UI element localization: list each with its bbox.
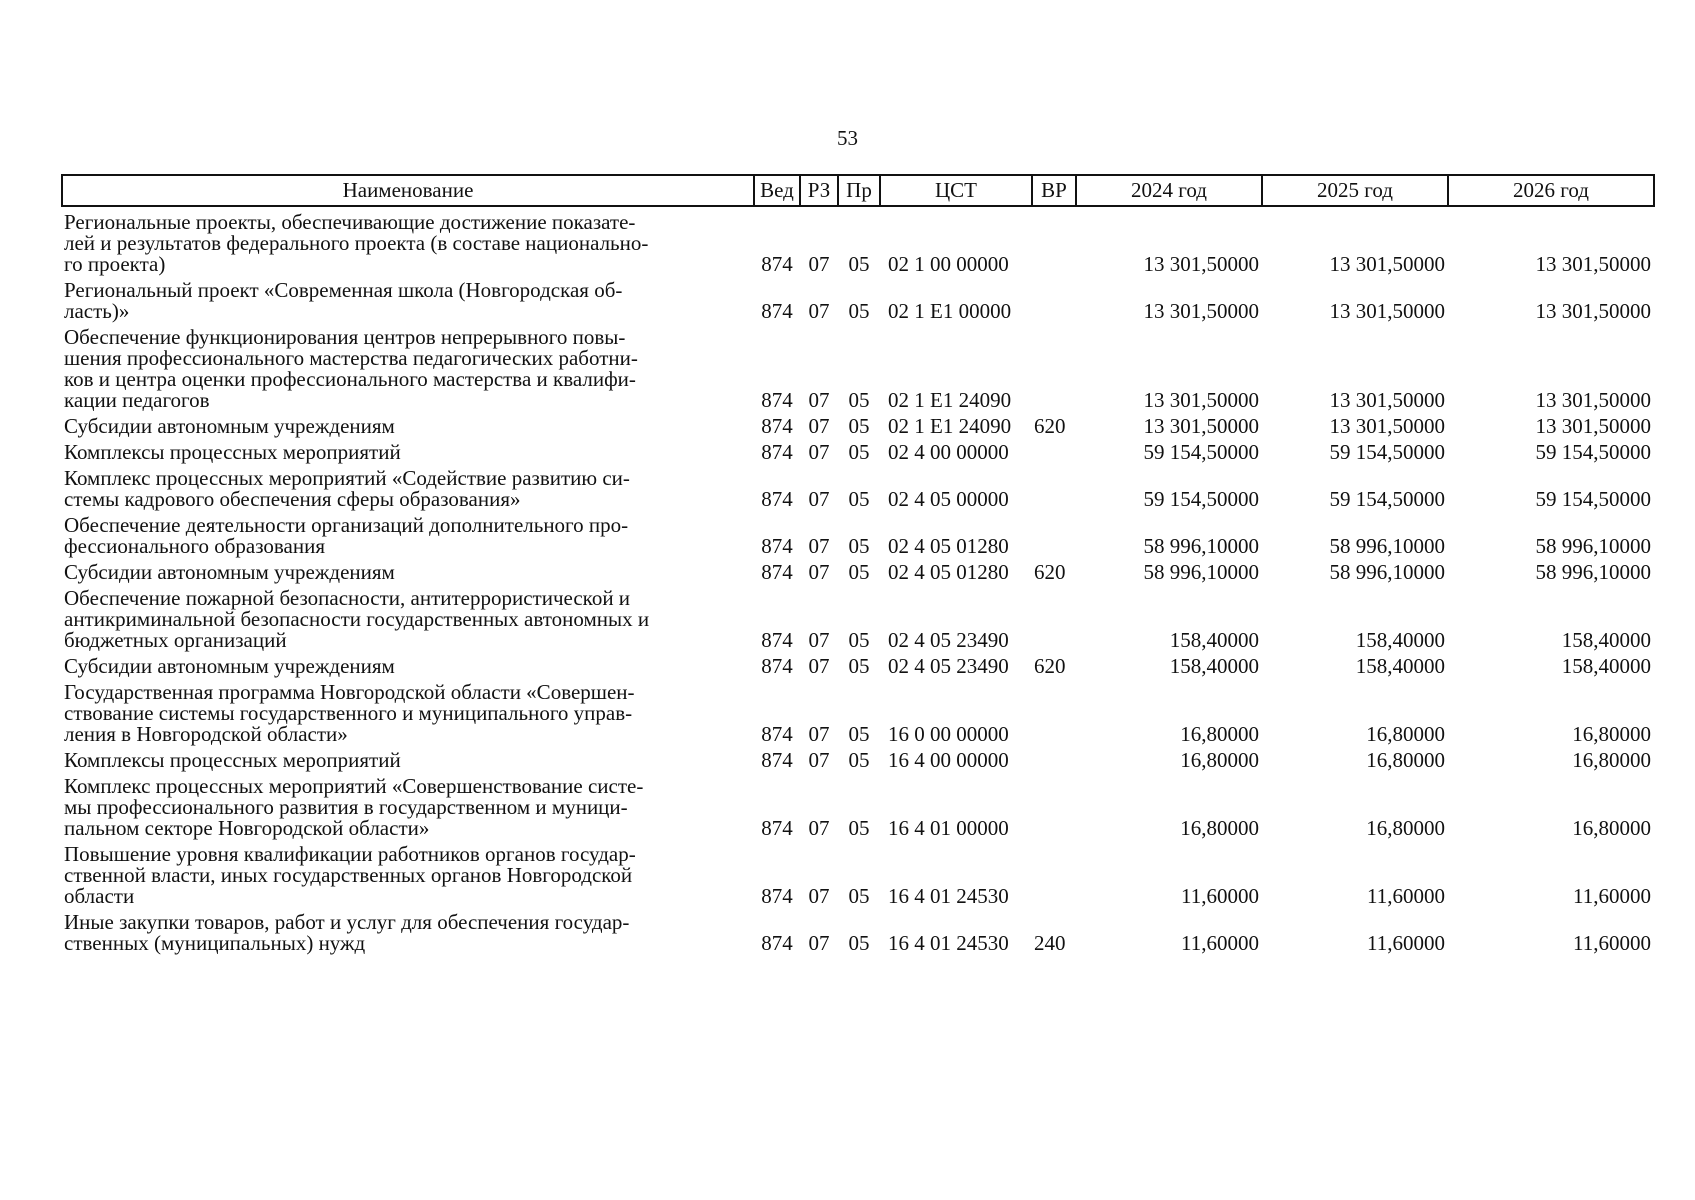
name-line: фессионального образования bbox=[64, 534, 325, 558]
cell-name bbox=[62, 322, 754, 411]
cell-ved: 874 bbox=[761, 722, 793, 746]
cell-2025: 13 301,50000 bbox=[1329, 414, 1445, 438]
cell-ved: 874 bbox=[761, 628, 793, 652]
cell-2026: 16,80000 bbox=[1572, 816, 1651, 840]
cell-cst: 02 1 00 00000 bbox=[888, 252, 1009, 276]
cell-vr bbox=[1032, 677, 1076, 745]
cell-vr bbox=[1032, 745, 1076, 771]
cell-name bbox=[62, 510, 754, 557]
cell-2024: 16,80000 bbox=[1180, 816, 1259, 840]
header-name: Наименование bbox=[62, 175, 754, 206]
cell-cst: 02 1 E1 24090 bbox=[888, 388, 1012, 412]
cell-cst: 02 4 05 01280 bbox=[888, 560, 1009, 584]
cell-vr bbox=[1032, 275, 1076, 322]
cell-vr: 620 bbox=[1034, 654, 1066, 678]
cell-vr bbox=[1032, 510, 1076, 557]
cell-2025: 158,40000 bbox=[1355, 654, 1445, 678]
cell-vr: 620 bbox=[1034, 560, 1066, 584]
cell-pr: 05 bbox=[848, 748, 870, 772]
cell-2026: 13 301,50000 bbox=[1535, 414, 1651, 438]
cell-vr: 240 bbox=[1034, 931, 1066, 955]
cell-ved: 874 bbox=[761, 560, 793, 584]
cell-ved: 874 bbox=[761, 440, 793, 464]
cell-name bbox=[62, 771, 754, 839]
cell-rz: 07 bbox=[808, 440, 830, 464]
cell-2025: 158,40000 bbox=[1355, 628, 1445, 652]
cell-pr: 05 bbox=[848, 440, 870, 464]
cell-name bbox=[62, 839, 754, 907]
cell-pr: 05 bbox=[848, 816, 870, 840]
cell-vr bbox=[1032, 322, 1076, 411]
table-row bbox=[62, 322, 1654, 411]
cell-ved: 874 bbox=[761, 931, 793, 955]
header-2026: 2026 год bbox=[1448, 175, 1654, 206]
table-row bbox=[62, 771, 1654, 839]
cell-name bbox=[62, 907, 754, 954]
name-line: мы профессионального развития в государственном и муници- bbox=[64, 795, 628, 819]
name-line: Комплекс процессных мероприятий «Совершенствование систе- bbox=[64, 774, 644, 798]
cell-2026: 13 301,50000 bbox=[1535, 252, 1651, 276]
cell-cst: 16 4 01 24530 bbox=[888, 931, 1009, 955]
cell-2026: 16,80000 bbox=[1572, 722, 1651, 746]
cell-2025: 13 301,50000 bbox=[1329, 252, 1445, 276]
name-line: Обеспечение функционирования центров непрерывного повы- bbox=[64, 325, 626, 349]
table-row bbox=[62, 463, 1654, 510]
cell-2025: 16,80000 bbox=[1366, 748, 1445, 772]
name-line: Комплексы процессных мероприятий bbox=[64, 440, 401, 464]
cell-cst: 02 4 05 23490 bbox=[888, 654, 1009, 678]
cell-rz: 07 bbox=[808, 252, 830, 276]
cell-ved: 874 bbox=[761, 748, 793, 772]
cell-pr: 05 bbox=[848, 628, 870, 652]
cell-2025: 16,80000 bbox=[1366, 722, 1445, 746]
cell-name bbox=[62, 437, 754, 463]
cell-name bbox=[62, 583, 754, 651]
cell-rz: 07 bbox=[808, 299, 830, 323]
table-header bbox=[62, 175, 1654, 206]
table-row bbox=[62, 411, 1654, 437]
cell-2025: 59 154,50000 bbox=[1329, 487, 1445, 511]
cell-cst: 02 4 05 01280 bbox=[888, 534, 1009, 558]
name-line: области bbox=[64, 884, 135, 908]
header-row bbox=[62, 175, 1654, 206]
cell-2026: 16,80000 bbox=[1572, 748, 1651, 772]
cell-2025: 13 301,50000 bbox=[1329, 388, 1445, 412]
cell-2024: 58 996,10000 bbox=[1143, 534, 1259, 558]
cell-rz: 07 bbox=[808, 816, 830, 840]
cell-pr: 05 bbox=[848, 931, 870, 955]
cell-cst: 02 1 E1 00000 bbox=[888, 299, 1012, 323]
cell-ved: 874 bbox=[761, 534, 793, 558]
name-line: Государственная программа Новгородской области «Совершен- bbox=[64, 680, 635, 704]
cell-2026: 58 996,10000 bbox=[1535, 560, 1651, 584]
name-line: Повышение уровня квалификации работников органов государ- bbox=[64, 842, 636, 866]
cell-pr: 05 bbox=[848, 252, 870, 276]
table-row bbox=[62, 437, 1654, 463]
cell-name bbox=[62, 651, 754, 677]
cell-cst: 16 0 00 00000 bbox=[888, 722, 1009, 746]
cell-2026: 158,40000 bbox=[1561, 654, 1651, 678]
name-line: Комплексы процессных мероприятий bbox=[64, 748, 401, 772]
cell-vr bbox=[1032, 771, 1076, 839]
name-line: ков и центра оценки профессионального мастерства и квалифи- bbox=[64, 367, 636, 391]
name-line: Субсидии автономным учреждениям bbox=[64, 560, 395, 584]
name-line: шения профессионального мастерства педагогических работни- bbox=[64, 346, 638, 370]
cell-ved: 874 bbox=[761, 388, 793, 412]
table-row bbox=[62, 907, 1654, 954]
name-line: Региональные проекты, обеспечивающие достижение показате- bbox=[64, 210, 636, 234]
cell-vr bbox=[1032, 206, 1076, 275]
header-ved: Вед bbox=[754, 175, 800, 206]
cell-ved: 874 bbox=[761, 816, 793, 840]
cell-2024: 158,40000 bbox=[1169, 628, 1259, 652]
cell-name bbox=[62, 275, 754, 322]
cell-2026: 11,60000 bbox=[1573, 884, 1651, 908]
header-rz: РЗ bbox=[800, 175, 838, 206]
budget-table bbox=[61, 174, 1655, 954]
table-row bbox=[62, 557, 1654, 583]
cell-rz: 07 bbox=[808, 931, 830, 955]
cell-ved: 874 bbox=[761, 487, 793, 511]
cell-cst: 02 4 05 00000 bbox=[888, 487, 1009, 511]
cell-ved: 874 bbox=[761, 252, 793, 276]
header-pr: Пр bbox=[838, 175, 880, 206]
table-row bbox=[62, 745, 1654, 771]
name-line: антикриминальной безопасности государственных автономных и bbox=[64, 607, 650, 631]
cell-2026: 59 154,50000 bbox=[1535, 440, 1651, 464]
table-row bbox=[62, 275, 1654, 322]
cell-rz: 07 bbox=[808, 654, 830, 678]
cell-vr bbox=[1032, 583, 1076, 651]
cell-rz: 07 bbox=[808, 388, 830, 412]
name-line: ственных (муниципальных) нужд bbox=[64, 931, 366, 955]
cell-2025: 59 154,50000 bbox=[1329, 440, 1445, 464]
cell-ved: 874 bbox=[761, 299, 793, 323]
cell-rz: 07 bbox=[808, 414, 830, 438]
name-line: ственной власти, иных государственных органов Новгородской bbox=[64, 863, 633, 887]
cell-2024: 59 154,50000 bbox=[1143, 487, 1259, 511]
cell-pr: 05 bbox=[848, 884, 870, 908]
cell-2025: 16,80000 bbox=[1366, 816, 1445, 840]
page-number: 53 bbox=[837, 126, 858, 150]
cell-2024: 16,80000 bbox=[1180, 748, 1259, 772]
cell-pr: 05 bbox=[848, 487, 870, 511]
cell-pr: 05 bbox=[848, 654, 870, 678]
cell-name bbox=[62, 206, 754, 275]
table-row bbox=[62, 206, 1654, 275]
cell-pr: 05 bbox=[848, 388, 870, 412]
cell-rz: 07 bbox=[808, 628, 830, 652]
cell-2024: 13 301,50000 bbox=[1143, 299, 1259, 323]
name-line: Обеспечение деятельности организаций дополнительного про- bbox=[64, 513, 629, 537]
cell-cst: 02 1 E1 24090 bbox=[888, 414, 1012, 438]
cell-cst: 16 4 00 00000 bbox=[888, 748, 1009, 772]
cell-2025: 58 996,10000 bbox=[1329, 560, 1445, 584]
cell-pr: 05 bbox=[848, 299, 870, 323]
name-line: ления в Новгородской области» bbox=[64, 722, 348, 746]
cell-2026: 158,40000 bbox=[1561, 628, 1651, 652]
name-line: Обеспечение пожарной безопасности, антитеррористической и bbox=[64, 586, 631, 610]
table-body bbox=[62, 206, 1654, 954]
name-line: стемы кадрового обеспечения сферы образования» bbox=[64, 487, 521, 511]
cell-2024: 11,60000 bbox=[1181, 931, 1259, 955]
cell-2024: 59 154,50000 bbox=[1143, 440, 1259, 464]
cell-rz: 07 bbox=[808, 534, 830, 558]
cell-2026: 13 301,50000 bbox=[1535, 299, 1651, 323]
cell-rz: 07 bbox=[808, 884, 830, 908]
cell-2024: 11,60000 bbox=[1181, 884, 1259, 908]
cell-2026: 11,60000 bbox=[1573, 931, 1651, 955]
header-2024: 2024 год bbox=[1076, 175, 1262, 206]
cell-ved: 874 bbox=[761, 884, 793, 908]
cell-name bbox=[62, 411, 754, 437]
cell-name bbox=[62, 745, 754, 771]
cell-pr: 05 bbox=[848, 560, 870, 584]
name-line: Региональный проект «Современная школа (Новгородская об- bbox=[64, 278, 623, 302]
name-line: ствование системы государственного и муниципального управ- bbox=[64, 701, 633, 725]
name-line: Субсидии автономным учреждениям bbox=[64, 414, 395, 438]
cell-rz: 07 bbox=[808, 722, 830, 746]
cell-pr: 05 bbox=[848, 414, 870, 438]
table-row bbox=[62, 510, 1654, 557]
cell-2026: 59 154,50000 bbox=[1535, 487, 1651, 511]
name-line: бюджетных организаций bbox=[64, 628, 287, 652]
cell-rz: 07 bbox=[808, 748, 830, 772]
cell-2024: 13 301,50000 bbox=[1143, 388, 1259, 412]
name-line: кации педагогов bbox=[64, 388, 210, 412]
cell-pr: 05 bbox=[848, 534, 870, 558]
name-line: Иные закупки товаров, работ и услуг для обеспечения государ- bbox=[64, 910, 630, 934]
cell-rz: 07 bbox=[808, 487, 830, 511]
cell-ved: 874 bbox=[761, 414, 793, 438]
cell-2024: 58 996,10000 bbox=[1143, 560, 1259, 584]
cell-ved: 874 bbox=[761, 654, 793, 678]
header-vr: ВР bbox=[1032, 175, 1076, 206]
cell-name bbox=[62, 463, 754, 510]
cell-pr: 05 bbox=[848, 722, 870, 746]
cell-2024: 16,80000 bbox=[1180, 722, 1259, 746]
name-line: Субсидии автономным учреждениям bbox=[64, 654, 395, 678]
header-2025: 2025 год bbox=[1262, 175, 1448, 206]
cell-name bbox=[62, 557, 754, 583]
cell-cst: 16 4 01 24530 bbox=[888, 884, 1009, 908]
cell-2025: 11,60000 bbox=[1367, 884, 1445, 908]
cell-2024: 13 301,50000 bbox=[1143, 414, 1259, 438]
name-line: лей и результатов федерального проекта (в составе национально- bbox=[64, 231, 649, 255]
cell-2025: 58 996,10000 bbox=[1329, 534, 1445, 558]
name-line: го проекта) bbox=[64, 252, 166, 276]
table-row bbox=[62, 839, 1654, 907]
cell-2024: 13 301,50000 bbox=[1143, 252, 1259, 276]
cell-name bbox=[62, 677, 754, 745]
name-line: Комплекс процессных мероприятий «Содействие развитию си- bbox=[64, 466, 630, 490]
cell-2024: 158,40000 bbox=[1169, 654, 1259, 678]
cell-vr bbox=[1032, 437, 1076, 463]
table-row bbox=[62, 651, 1654, 677]
cell-cst: 02 4 05 23490 bbox=[888, 628, 1009, 652]
cell-vr bbox=[1032, 839, 1076, 907]
name-line: ласть)» bbox=[64, 299, 130, 323]
cell-vr: 620 bbox=[1034, 414, 1066, 438]
cell-cst: 02 4 00 00000 bbox=[888, 440, 1009, 464]
name-line: пальном секторе Новгородской области» bbox=[64, 816, 430, 840]
table-row bbox=[62, 677, 1654, 745]
cell-cst: 16 4 01 00000 bbox=[888, 816, 1009, 840]
cell-rz: 07 bbox=[808, 560, 830, 584]
cell-2026: 13 301,50000 bbox=[1535, 388, 1651, 412]
table-row bbox=[62, 583, 1654, 651]
cell-2025: 11,60000 bbox=[1367, 931, 1445, 955]
cell-2025: 13 301,50000 bbox=[1329, 299, 1445, 323]
cell-2026: 58 996,10000 bbox=[1535, 534, 1651, 558]
cell-vr bbox=[1032, 463, 1076, 510]
header-cst: ЦСТ bbox=[880, 175, 1032, 206]
